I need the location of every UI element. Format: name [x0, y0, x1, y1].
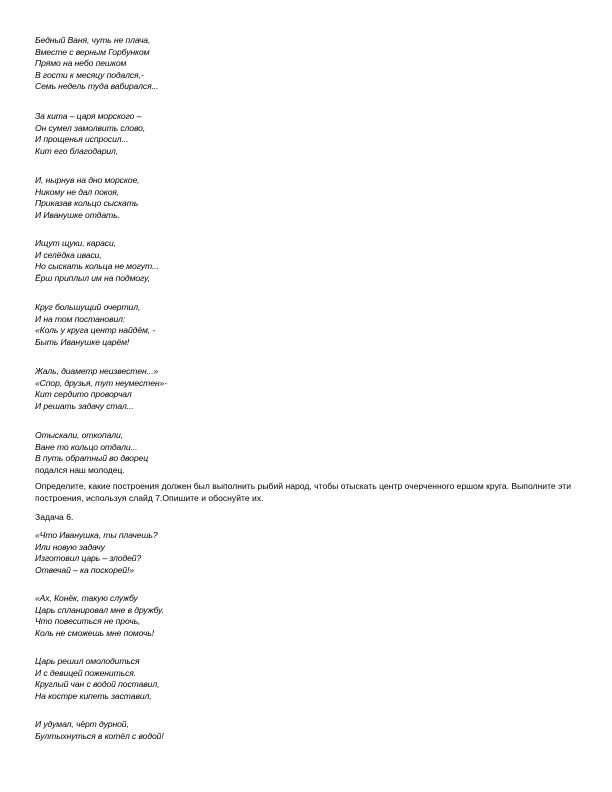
poem-line: И на том постановил:	[35, 313, 126, 324]
poem-line: Он сумел замолвить слово,	[35, 122, 146, 133]
poem-line: И прощенья испросил...	[35, 134, 129, 145]
poem-line: Приказав кольцо сыскать	[35, 198, 139, 209]
poem-line: Ёрш приплыл им на подмогу,	[35, 272, 151, 283]
poem-line: И селёдка иваси,	[35, 249, 102, 260]
poem-line: И с девицей пожениться.	[35, 667, 137, 678]
stanza-5	[35, 302, 155, 348]
poem-line: И Иванушке отдать.	[35, 209, 120, 220]
poem-line: Прямо на небо пешком	[35, 58, 127, 69]
poem-line: Жаль, диаметр неизвестен...»	[35, 366, 159, 376]
poem-line: Круг большущий очертил,	[35, 302, 141, 312]
stanza-9	[35, 593, 164, 639]
poem-line: Коль не сможешь мне помочь!	[35, 627, 155, 638]
stanza-1	[35, 35, 158, 93]
poem-line: «Что Иванушка, ты плачешь?	[35, 530, 158, 540]
poem-line: Но сыскать кольца не могут...	[35, 261, 159, 272]
poem-line: Быть Иванушке царём!	[35, 336, 130, 347]
poem-line: Отыскали, откопали,	[35, 430, 123, 440]
stanza-4	[35, 238, 159, 284]
stanza-7	[35, 430, 148, 476]
poem-line: На костре кипеть заставил,	[35, 690, 152, 701]
stanza-10	[35, 656, 159, 702]
poem-line: Бултыхнуться в котёл с водой!	[35, 730, 164, 741]
poem-line: Ищут щуки, караси,	[35, 238, 116, 248]
poem-line: За кита – царя морского –	[35, 111, 142, 121]
poem-line: Царь спланировал мне в дружбу.	[35, 604, 164, 615]
poem-line: В гости к месяцу подался,-	[35, 69, 144, 80]
poem-line: Кит его благодарил,	[35, 145, 119, 156]
poem-line: подался наш молодец.	[35, 464, 125, 475]
stanza-3	[35, 175, 139, 221]
poem-line: Семь недель туда вабирался...	[35, 81, 159, 92]
stanza-11	[35, 719, 164, 742]
poem-line: Вместе с верным Горбунком	[35, 46, 150, 57]
poem-line: Кит сердито проворчал	[35, 389, 132, 400]
task-description: Определите, какие построения должен был выполнить рыбий народ, чтобы отыскать центр очерченного ершом круга. Выполните эти построения, используя слайд 7.Опишите и обоснуйте их.	[35, 481, 572, 503]
poem-line: Бедный Ваня, чуть не плача,	[35, 35, 151, 45]
poem-line: Царь решил омолодиться	[35, 656, 140, 666]
poem-line: И, нырнув на дно морское,	[35, 175, 140, 185]
poem-line: «Спор, друзья, тут неуместен»-	[35, 377, 167, 388]
stanza-6	[35, 366, 167, 412]
poem-line: Ване то кольцо отдали...	[35, 441, 138, 452]
poem-line: «Коль у круга центр найдём, -	[35, 325, 156, 336]
poem-line: Никому не дал покоя,	[35, 186, 120, 197]
poem-line: Отвечай – ка поскорей!»	[35, 564, 135, 575]
poem-line: Или новую задачу	[35, 541, 105, 552]
stanza-2	[35, 111, 145, 157]
task-title: Задача 6.	[35, 512, 74, 522]
poem-line: И решать задачу стал...	[35, 400, 134, 411]
poem-line: Что повеситься не прочь,	[35, 616, 141, 627]
poem-line: Круглый чан с водой поставил,	[35, 679, 160, 690]
poem-line: «Ах, Конёк, такую службу	[35, 593, 138, 603]
poem-line: В путь обратный во дворец	[35, 453, 149, 464]
stanza-8	[35, 530, 158, 576]
poem-line: Изготовил царь – злодей?	[35, 553, 142, 564]
poem-line: И удумал, чёрт дурной,	[35, 719, 129, 729]
